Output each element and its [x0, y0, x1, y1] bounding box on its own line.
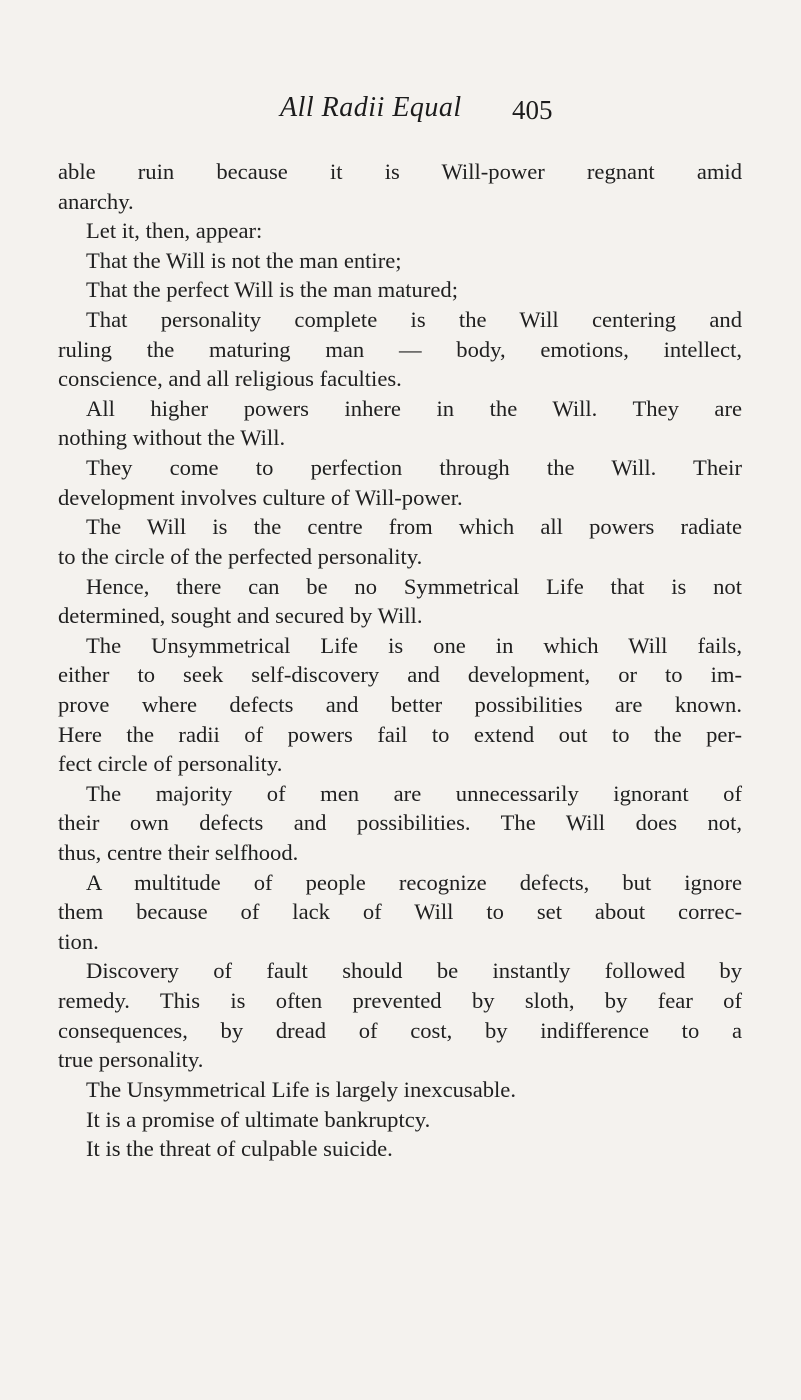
text-line: Let it, then, appear: [86, 218, 263, 244]
text-line: determined, sought and secured by Will. [58, 603, 423, 629]
text-line: That the Will is not the man entire; [86, 247, 402, 273]
text-line: The majority of men are unnecessarily ignorant of [86, 780, 742, 806]
text-line: conscience, and all religious faculties. [58, 366, 402, 392]
text-line: It is the threat of culpable suicide. [86, 1136, 393, 1162]
text-line: All higher powers inhere in the Will. They are [86, 395, 742, 421]
text-line: Here the radii of powers fail to extend out to the per- [58, 721, 742, 747]
text-line: thus, centre their selfhood. [58, 840, 299, 866]
text-line: them because of lack of Will to set about correc- [58, 899, 742, 925]
text-line: anarchy. [58, 188, 134, 214]
text-line: either to seek self-discovery and development, or to im- [58, 662, 742, 688]
page-number: 405 [512, 95, 553, 125]
text-line: Hence, there can be no Symmetrical Life that is not [86, 573, 742, 599]
text-line: It is a promise of ultimate bankruptcy. [86, 1106, 431, 1132]
text-line: The Will is the centre from which all powers radiate [86, 514, 742, 540]
running-head [0, 92, 801, 132]
text-line: The Unsymmetrical Life is largely inexcusable. [86, 1076, 516, 1102]
text-line: Discovery of fault should be instantly followed by [86, 958, 742, 984]
text-line: ruling the maturing man — body, emotions, intellect, [58, 336, 742, 362]
text-line: their own defects and possibilities. The Will does not, [58, 810, 742, 836]
text-line: nothing without the Will. [58, 425, 286, 451]
running-title: All Radii Equal [280, 92, 462, 123]
text-line: A multitude of people recognize defects, but ignore [86, 869, 742, 895]
text-line: development involves culture of Will-power. [58, 484, 463, 510]
text-line: That the perfect Will is the man matured; [86, 277, 458, 303]
text-line: consequences, by dread of cost, by indifference to a [58, 1017, 742, 1043]
text-line: prove where defects and better possibilities are known. [58, 691, 742, 717]
text-line: able ruin because it is Will-power regnant amid [58, 159, 742, 184]
text-line: to the circle of the perfected personality. [58, 543, 423, 569]
text-line: The Unsymmetrical Life is one in which Will fails, [86, 632, 742, 658]
text-line: They come to perfection through the Will. Their [86, 455, 742, 481]
text-line: remedy. This is often prevented by sloth, by fear of [58, 988, 742, 1014]
body-text [58, 157, 742, 1164]
text-line: That personality complete is the Will centering and [86, 307, 742, 333]
text-line: true personality. [58, 1047, 204, 1073]
text-line: tion. [58, 928, 99, 954]
text-line: fect circle of personality. [58, 751, 283, 777]
